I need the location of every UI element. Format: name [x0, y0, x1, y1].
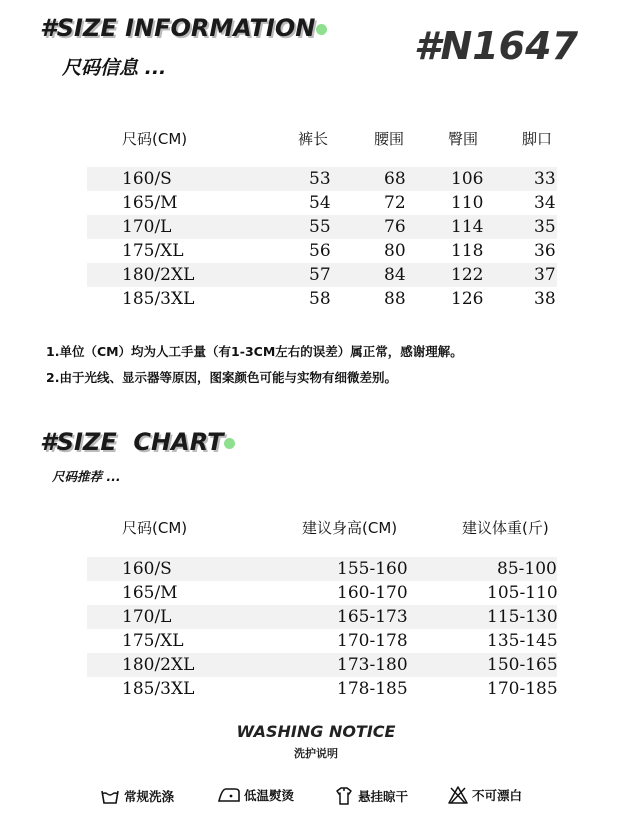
size-cell: 185/3XL: [122, 289, 195, 309]
leg-opening-cell: 37: [534, 265, 556, 285]
column-header-leg-opening: 脚口: [522, 130, 553, 148]
column-header-hip: 臀围: [448, 130, 479, 148]
pants-length-cell: 57: [309, 265, 331, 285]
size-information-heading: #SIZE INFORMATION: [40, 14, 327, 42]
pants-length-cell: 56: [309, 241, 331, 261]
leg-opening-cell: 33: [534, 169, 556, 189]
size-cell: 180/2XL: [122, 265, 195, 285]
heading-accent-dot: [316, 24, 327, 35]
hip-cell: 110: [451, 193, 484, 213]
heading-accent-dot: [224, 438, 235, 449]
hanging-dry-icon: [334, 786, 354, 806]
size-cell: 175/XL: [122, 631, 184, 651]
care-label: 不可漂白: [472, 788, 523, 803]
waist-cell: 80: [384, 241, 406, 261]
product-code: #N1647: [414, 24, 579, 68]
height-cell: 178-185: [337, 679, 408, 699]
hip-cell: 114: [451, 217, 484, 237]
size-chart-table: [87, 557, 557, 701]
size-chart-heading: #SIZE CHART: [40, 428, 235, 456]
do-not-bleach-icon: [448, 786, 468, 804]
waist-cell: 76: [384, 217, 406, 237]
washing-tub-icon: [100, 786, 120, 806]
column-header-pants-length: 裤长: [298, 130, 329, 148]
pants-length-cell: 58: [309, 289, 331, 309]
care-label: 低温熨烫: [244, 788, 295, 803]
waist-cell: 68: [384, 169, 406, 189]
pants-length-cell: 53: [309, 169, 331, 189]
size-cell: 165/M: [122, 583, 178, 603]
column-header-suggested-weight: 建议体重(斤): [462, 519, 549, 537]
height-cell: 160-170: [337, 583, 408, 603]
table-row: [87, 239, 557, 263]
column-header-suggested-height: 建议身高(CM): [302, 519, 398, 537]
care-label: 悬挂晾干: [358, 789, 409, 804]
weight-cell: 170-185: [487, 679, 558, 699]
iron-low-heat-icon: [218, 786, 240, 804]
size-cell: 180/2XL: [122, 655, 195, 675]
table-row: [87, 167, 557, 191]
hip-cell: 122: [451, 265, 484, 285]
weight-cell: 85-100: [497, 559, 557, 579]
weight-cell: 150-165: [487, 655, 558, 675]
note-color-difference: 2.由于光线、显示器等原因，图案颜色可能与实物有细微差别。: [46, 370, 397, 385]
table-row: [87, 605, 557, 629]
care-label: 常规洗涤: [124, 789, 175, 804]
size-cell: 170/L: [122, 607, 172, 627]
table-row: [87, 191, 557, 215]
size-info-table: [87, 167, 557, 311]
height-cell: 170-178: [337, 631, 408, 651]
table-row: [87, 629, 557, 653]
leg-opening-cell: 35: [534, 217, 556, 237]
leg-opening-cell: 36: [534, 241, 556, 261]
size-information-subtitle: 尺码信息 ...: [62, 57, 167, 79]
waist-cell: 84: [384, 265, 406, 285]
size-cell: 170/L: [122, 217, 172, 237]
pants-length-cell: 55: [309, 217, 331, 237]
table-row: [87, 653, 557, 677]
column-header-size: 尺码(CM): [122, 519, 188, 537]
hip-cell: 126: [451, 289, 484, 309]
table-row: [87, 581, 557, 605]
hip-cell: 106: [451, 169, 484, 189]
size-cell: 165/M: [122, 193, 178, 213]
size-cell: 185/3XL: [122, 679, 195, 699]
size-cell: 175/XL: [122, 241, 184, 261]
leg-opening-cell: 34: [534, 193, 556, 213]
size-chart-subtitle: 尺码推荐 ...: [52, 469, 121, 484]
height-cell: 173-180: [337, 655, 408, 675]
waist-cell: 88: [384, 289, 406, 309]
weight-cell: 105-110: [487, 583, 558, 603]
column-header-waist: 腰围: [374, 130, 405, 148]
care-item-hang-dry: [334, 786, 408, 806]
washing-notice-title: WASHING NOTICE: [236, 722, 396, 741]
size-cell: 160/S: [122, 169, 172, 189]
table-row: [87, 557, 557, 581]
height-cell: 165-173: [337, 607, 408, 627]
hip-cell: 118: [451, 241, 484, 261]
care-item-regular-wash: [100, 786, 174, 806]
care-item-no-bleach: [448, 786, 522, 804]
weight-cell: 135-145: [487, 631, 558, 651]
waist-cell: 72: [384, 193, 406, 213]
column-header-size: 尺码(CM): [122, 130, 188, 148]
table-row: [87, 215, 557, 239]
leg-opening-cell: 38: [534, 289, 556, 309]
height-cell: 155-160: [337, 559, 408, 579]
table-row: [87, 677, 557, 701]
note-measurement-error: 1.单位（CM）均为人工手量（有1-3CM左右的误差）属正常，感谢理解。: [46, 344, 463, 359]
washing-notice-subtitle: 洗护说明: [294, 747, 338, 760]
size-cell: 160/S: [122, 559, 172, 579]
weight-cell: 115-130: [487, 607, 558, 627]
table-row: [87, 287, 557, 311]
table-row: [87, 263, 557, 287]
care-item-low-iron: [218, 786, 294, 804]
pants-length-cell: 54: [309, 193, 331, 213]
